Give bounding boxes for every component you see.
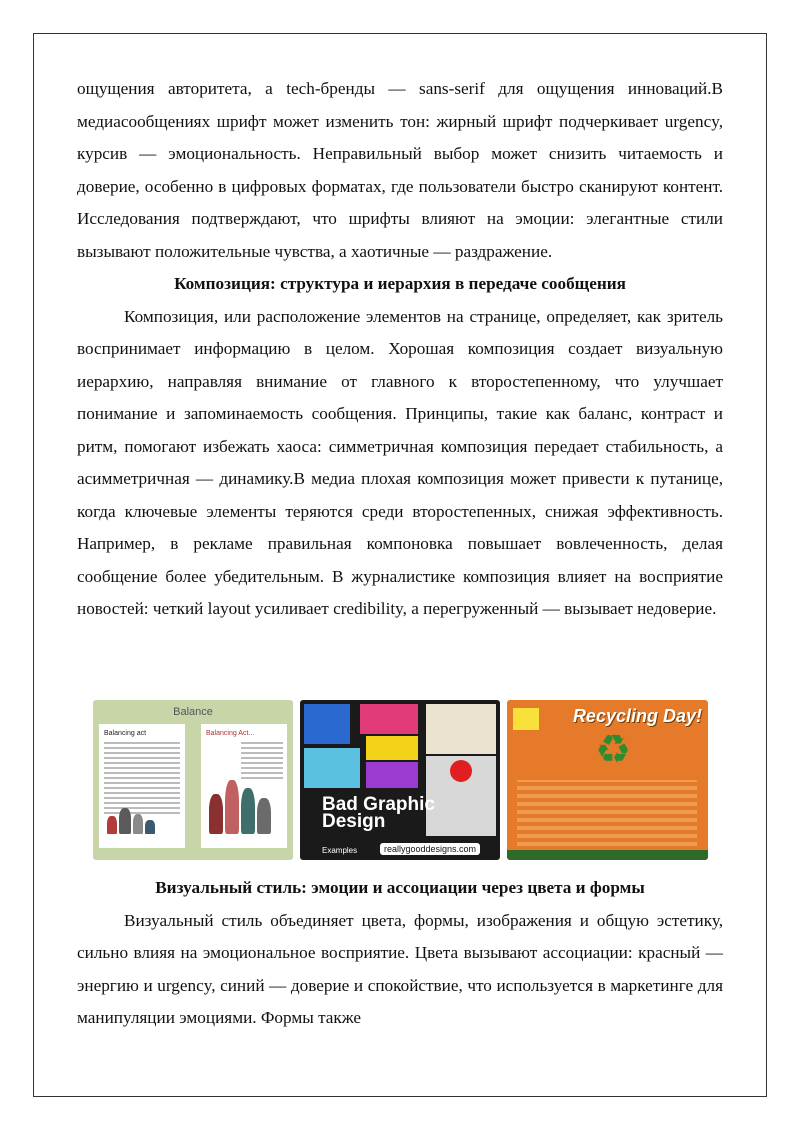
illustration-row	[93, 700, 708, 860]
document-body	[77, 73, 723, 626]
bad-design-image	[300, 700, 500, 860]
collage-block	[304, 704, 350, 744]
recycling-headline: Recycling Day!	[572, 706, 702, 726]
vase-shape	[257, 798, 271, 834]
balance-sheet-left-heading: Balancing act	[104, 730, 147, 737]
bad-design-url: reallygooddesigns.com	[380, 843, 480, 855]
text-lines	[104, 742, 180, 817]
paragraph-visual-style: Визуальный стиль объединяет цвета, формы, изображения и общую эстетику, сильно влияя на эмоциональное восприятие. Цвета вызывают ассоциации: красный — энергию и urgency, синий — доверие и спокойствие, что используется в маркетинге для манипуляции эмоциями. Формы также	[77, 910, 723, 1027]
balance-sheet-left	[99, 724, 185, 848]
text-texture	[517, 780, 697, 846]
heading-composition: Композиция: структура и иерархия в передаче сообщения	[174, 274, 626, 293]
collage-block	[450, 760, 472, 782]
collage-block	[513, 708, 539, 730]
paragraph-composition: Композиция, или расположение элементов на странице, определяет, как зритель воспринимает информацию в целом. Хорошая композиция создает визуальную иерархию, направляя внимание от главного к второстепенному, что улучшает понимание и запоминаемость сообщения. Принципы, такие как баланс, контраст и ритм, помогают избежать хаоса: симметричная композиция передает стабильность, а асимметричная — динамику.В медиа плохая композиция может привести к путанице, когда ключевые элементы теряются среди второстепенных, снижая эффективность. Например, в рекламе правильная компоновка повышает вовлеченность, делая сообщение более убедительным. В журналистике композиция влияет на восприятие новостей: четкий layout усиливает credibility, а перегруженный — вызывает недоверие.	[77, 306, 723, 618]
bad-design-headline: Bad Graphic Design	[322, 794, 435, 832]
balance-sheet-right	[201, 724, 287, 848]
bad-design-sub: Examples	[322, 846, 358, 855]
recycling-image	[507, 700, 708, 860]
paragraph-typography: ощущения авторитета, а tech-бренды — sans-serif для ощущения инноваций.В медиасообщениях шрифт может изменить тон: жирный шрифт подчеркивает urgency, курсив — эмоциональность. Неправильный выбор может снизить читаемость и доверие, особенно в цифровых форматах, где пользователи быстро сканируют контент. Исследования подтверждают, что шрифты влияют на эмоции: элегантные стили вызывают положительные чувства, а хаотичные — раздражение.	[77, 79, 723, 261]
vase-shape	[241, 788, 255, 834]
recycle-icon: ♻	[595, 727, 631, 772]
balance-title: Balance	[173, 706, 213, 718]
vase-shape	[225, 780, 239, 834]
vase-shape	[133, 814, 143, 834]
vase-shape	[107, 816, 117, 834]
recycling-footer-bar	[507, 850, 708, 860]
balance-image	[93, 700, 293, 860]
text-lines	[241, 742, 283, 782]
collage-block	[366, 762, 418, 788]
collage-block	[426, 704, 496, 754]
balance-sheet-right-heading: Balancing Act...	[206, 730, 255, 737]
vase-shape	[209, 794, 223, 834]
heading-visual-style: Визуальный стиль: эмоции и ассоциации через цвета и формы	[155, 878, 645, 897]
vase-shape	[119, 808, 131, 834]
document-body-continued	[77, 872, 723, 1035]
collage-block	[304, 748, 360, 788]
vase-shape	[145, 820, 155, 834]
collage-block	[366, 736, 418, 760]
collage-block	[360, 704, 418, 734]
